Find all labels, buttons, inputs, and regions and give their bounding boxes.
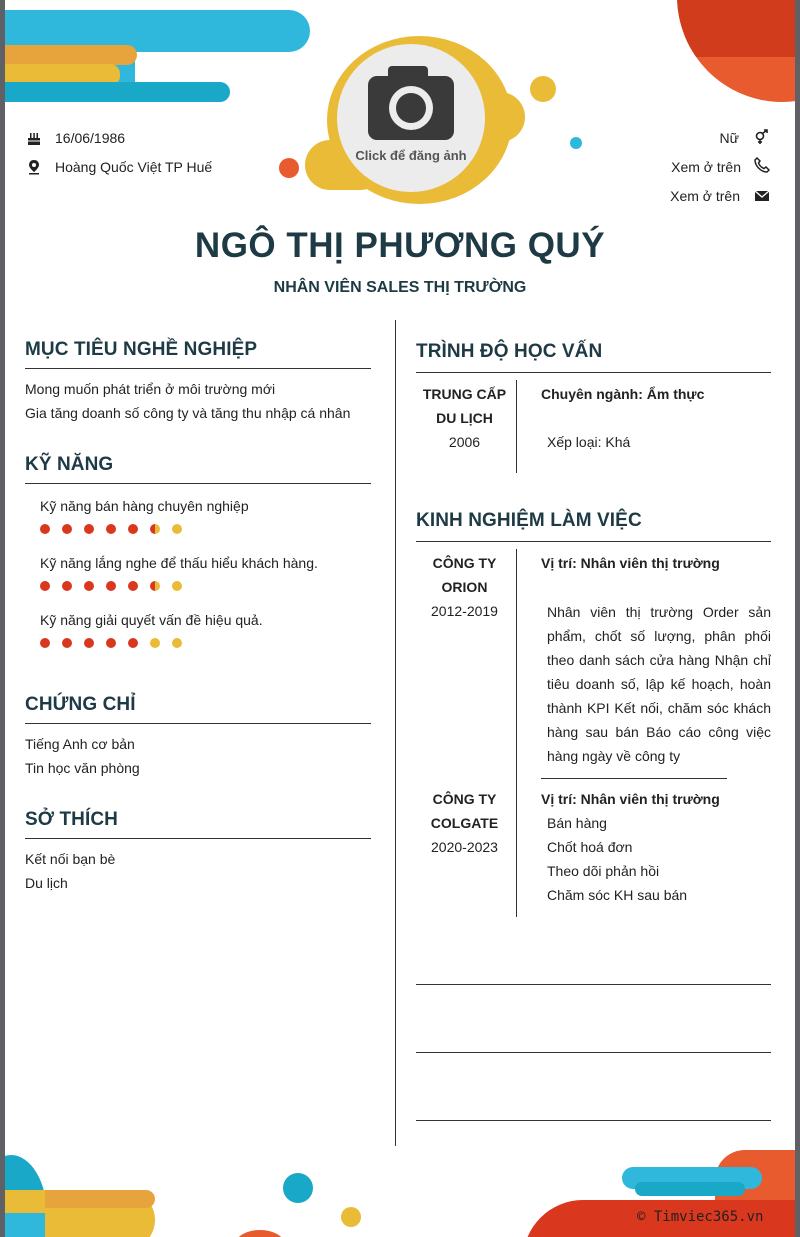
job-duty: Bán hàng bbox=[547, 815, 607, 831]
empty-section-rule bbox=[416, 1052, 771, 1053]
decor-dot bbox=[283, 1173, 313, 1203]
job-period: 2012-2019 bbox=[431, 603, 498, 619]
rating-dot bbox=[84, 524, 94, 534]
rating-dot bbox=[62, 524, 72, 534]
timeline-line bbox=[516, 380, 517, 473]
rating-dot bbox=[128, 581, 138, 591]
empty-section-rule bbox=[416, 984, 771, 985]
empty-section-rule bbox=[416, 1120, 771, 1121]
job-role: Vị trí: Nhân viên thị trường bbox=[541, 791, 720, 807]
decor-dot bbox=[530, 76, 556, 102]
experience-title: KINH NGHIỆM LÀM VIỆC bbox=[416, 510, 642, 531]
job-separator bbox=[541, 778, 727, 779]
job-duty: Chốt hoá đơn bbox=[547, 839, 633, 855]
section-rule bbox=[25, 368, 371, 369]
section-rule bbox=[25, 723, 371, 724]
footer-watermark: © Timviec365.vn bbox=[637, 1209, 764, 1225]
location-pin-icon bbox=[26, 159, 42, 175]
skill-name: Kỹ năng giải quyết vấn đề hiệu quả. bbox=[40, 612, 263, 628]
decor-bar bbox=[5, 1213, 45, 1237]
full-name: NGÔ THỊ PHƯƠNG QUÝ bbox=[194, 226, 606, 265]
skill-name: Kỹ năng lắng nghe để thấu hiểu khách hàng. bbox=[40, 555, 318, 571]
decor-bar bbox=[5, 45, 137, 65]
address-text: Hoàng Quốc Việt TP Huế bbox=[55, 159, 213, 175]
rating-dot bbox=[40, 638, 50, 648]
photo-upload[interactable] bbox=[337, 44, 485, 192]
email-text: Xem ở trên bbox=[670, 188, 740, 204]
company-name: CÔNG TY bbox=[432, 555, 497, 571]
birthday-cake-icon bbox=[26, 130, 42, 146]
rating-dot bbox=[106, 524, 116, 534]
cv-page bbox=[5, 0, 795, 1237]
company-name: ORION bbox=[441, 579, 488, 595]
school-name: DU LỊCH bbox=[436, 410, 493, 426]
phone-text: Xem ở trên bbox=[671, 159, 741, 175]
job-role: Vị trí: Nhân viên thị trường bbox=[541, 555, 720, 571]
objective-title: MỤC TIÊU NGHỀ NGHIỆP bbox=[25, 339, 258, 360]
email-icon bbox=[754, 188, 770, 204]
education-title: TRÌNH ĐỘ HỌC VẤN bbox=[416, 341, 603, 362]
education-grade: Xếp loại: Khá bbox=[547, 434, 631, 450]
rating-dot bbox=[62, 581, 72, 591]
rating-dot bbox=[106, 638, 116, 648]
decor-bar bbox=[45, 1190, 155, 1208]
skills-title: KỸ NĂNG bbox=[25, 454, 114, 475]
section-rule bbox=[25, 483, 371, 484]
rating-dot bbox=[150, 581, 160, 591]
rating-dot bbox=[40, 581, 50, 591]
rating-dot bbox=[128, 524, 138, 534]
job-position: NHÂN VIÊN SALES THỊ TRƯỜNG bbox=[273, 279, 527, 296]
decor-dot bbox=[570, 137, 582, 149]
birthday-text: 16/06/1986 bbox=[55, 130, 126, 146]
company-name: COLGATE bbox=[430, 815, 499, 831]
decor-dot bbox=[235, 1230, 285, 1237]
timeline-line bbox=[516, 549, 517, 779]
column-divider bbox=[395, 320, 396, 1146]
section-rule bbox=[416, 541, 771, 542]
rating-dot bbox=[150, 638, 160, 648]
section-rule bbox=[416, 372, 771, 373]
company-name: CÔNG TY bbox=[432, 791, 497, 807]
skill-rating bbox=[40, 638, 182, 648]
rating-dot bbox=[62, 638, 72, 648]
skill-name: Kỹ năng bán hàng chuyên nghiệp bbox=[40, 498, 249, 514]
section-rule bbox=[25, 838, 371, 839]
skill-rating bbox=[40, 581, 182, 591]
rating-dot bbox=[172, 581, 182, 591]
photo-upload-label: Click để đăng ảnh bbox=[355, 148, 467, 163]
rating-dot bbox=[172, 524, 182, 534]
decor-dot bbox=[279, 158, 299, 178]
rating-dot bbox=[150, 524, 160, 534]
hobbies-title: SỞ THÍCH bbox=[25, 809, 119, 830]
skill-rating bbox=[40, 524, 182, 534]
objective-line: Mong muốn phát triển ở môi trường mới bbox=[25, 381, 276, 397]
education-year: 2006 bbox=[448, 434, 481, 450]
timeline-line bbox=[516, 779, 517, 917]
education-major: Chuyên ngành: Ẩm thực bbox=[541, 386, 705, 402]
gender-text: Nữ bbox=[719, 130, 739, 146]
phone-icon bbox=[754, 157, 770, 173]
gender-icon bbox=[753, 129, 769, 145]
certificates-title: CHỨNG CHỈ bbox=[25, 694, 136, 715]
decor-bar bbox=[635, 1182, 745, 1196]
objective-line: Gia tăng doanh số công ty và tăng thu nhập cá nhân bbox=[25, 405, 351, 421]
job-duty: Chăm sóc KH sau bán bbox=[547, 887, 688, 903]
rating-dot bbox=[84, 581, 94, 591]
rating-dot bbox=[128, 638, 138, 648]
hobby-item: Du lịch bbox=[25, 875, 68, 891]
rating-dot bbox=[84, 638, 94, 648]
rating-dot bbox=[172, 638, 182, 648]
certificate-item: Tin học văn phòng bbox=[25, 760, 140, 776]
job-duty: Theo dõi phản hồi bbox=[547, 863, 660, 879]
decor-circle bbox=[677, 0, 795, 102]
camera-icon bbox=[366, 64, 456, 144]
job-period: 2020-2023 bbox=[431, 839, 498, 855]
school-name: TRUNG CẤP bbox=[422, 386, 507, 402]
hobby-item: Kết nối bạn bè bbox=[25, 851, 116, 867]
rating-dot bbox=[106, 581, 116, 591]
decor-bar bbox=[5, 82, 230, 102]
decor-dot bbox=[341, 1207, 361, 1227]
rating-dot bbox=[40, 524, 50, 534]
job-description: Nhân viên thị trường Order sản phẩm, chốt số lượng, phân phối theo danh sách cửa hàng Nhận chỉ tiêu doanh số, lập kế hoạch, hoàn thành KPI Kết nối, chăm sóc khách hàng sau bán Báo cáo công việc hàng ngày về công ty bbox=[547, 604, 771, 764]
certificate-item: Tiếng Anh cơ bản bbox=[25, 736, 135, 752]
